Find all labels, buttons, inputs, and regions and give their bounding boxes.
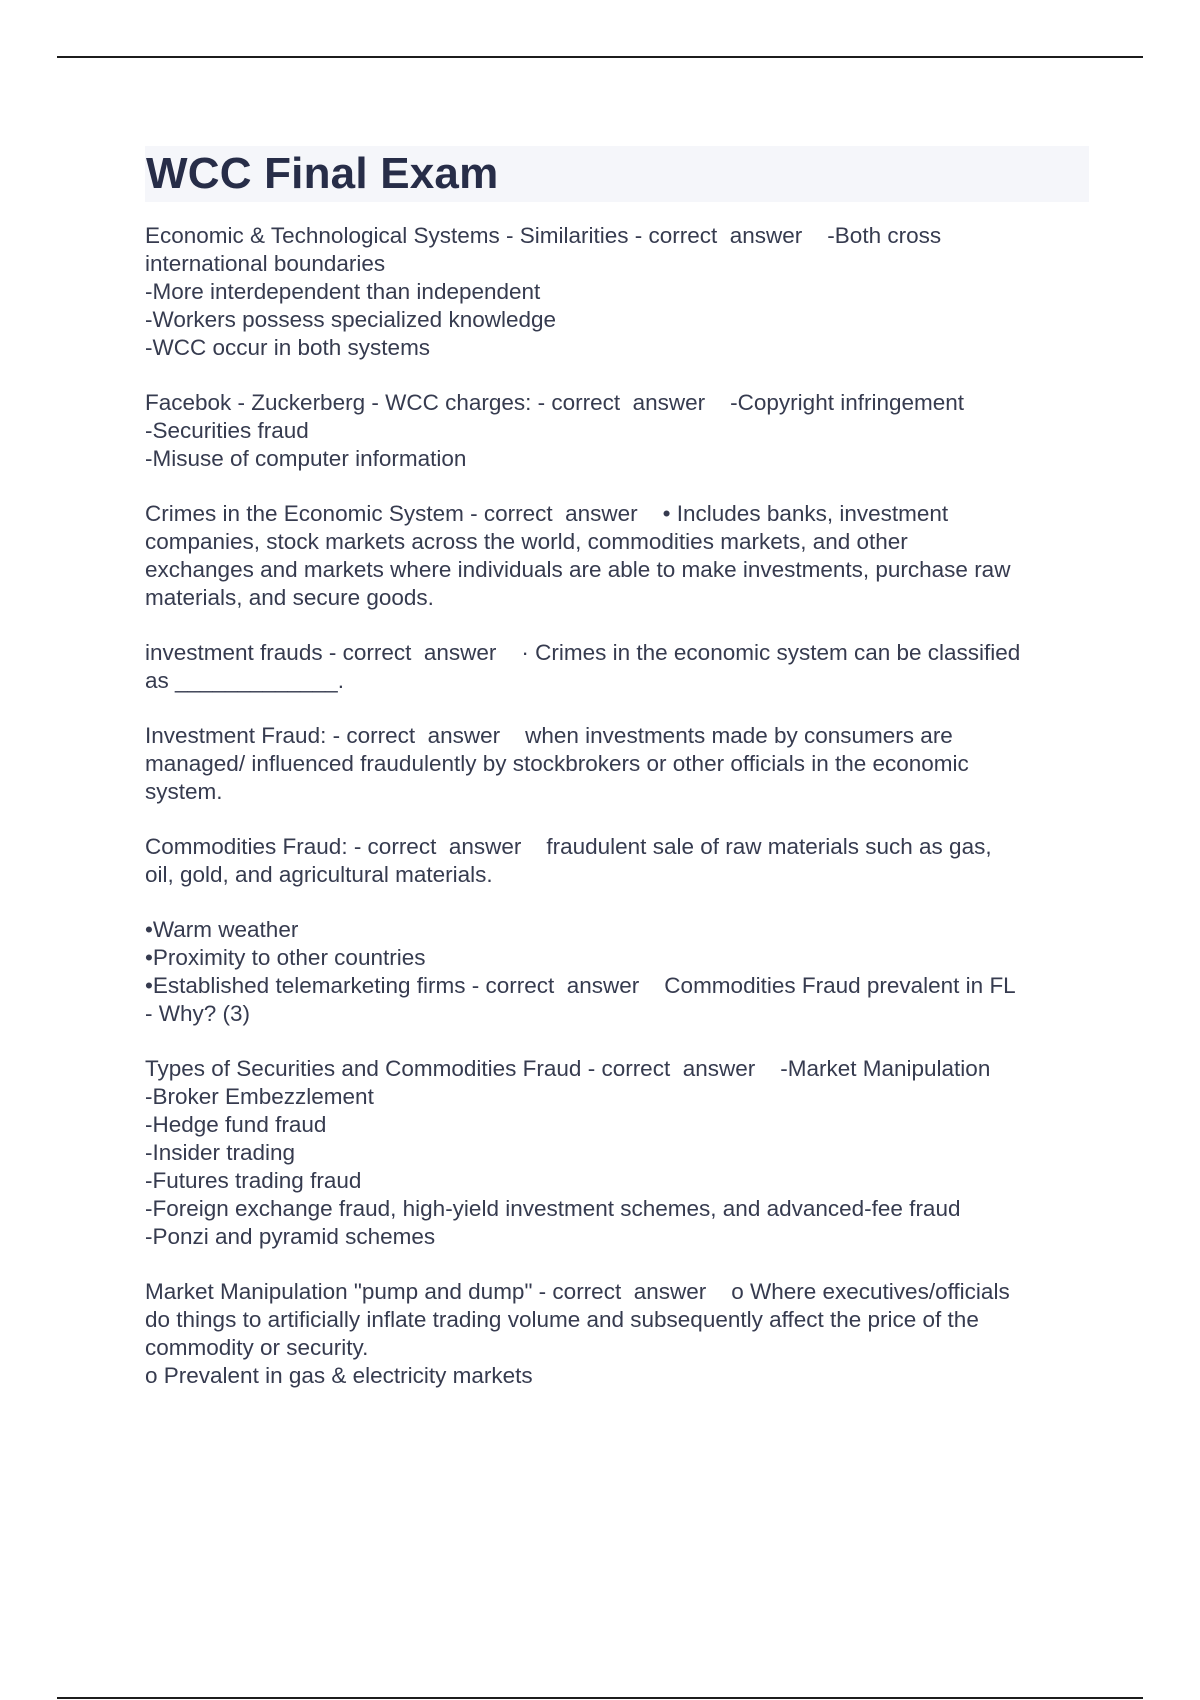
card-line: -Futures trading fraud bbox=[145, 1168, 362, 1193]
bottom-page-rule bbox=[57, 1697, 1143, 1699]
card-line: Facebok - Zuckerberg - WCC charges: - correct answer -Copyright infringement bbox=[145, 390, 965, 415]
flashcard bbox=[145, 722, 1089, 806]
card-line: -More interdependent than independent bbox=[145, 279, 541, 304]
top-page-rule bbox=[57, 56, 1143, 58]
flashcard bbox=[145, 639, 1089, 695]
card-line: investment frauds - correct answer · Crimes in the economic system can be classified bbox=[145, 640, 1021, 665]
card-line: commodity or security. bbox=[145, 1335, 369, 1360]
card-line: -Workers possess specialized knowledge bbox=[145, 307, 557, 332]
card-line: as _____________. bbox=[145, 668, 344, 693]
page-title: WCC Final Exam bbox=[146, 149, 499, 198]
flashcard bbox=[145, 389, 1089, 473]
card-line: Investment Fraud: - correct answer when investments made by consumers are bbox=[145, 723, 953, 748]
flashcard bbox=[145, 222, 1089, 362]
card-line: companies, stock markets across the world, commodities markets, and other bbox=[145, 529, 908, 554]
card-line: -Foreign exchange fraud, high-yield investment schemes, and advanced-fee fraud bbox=[145, 1196, 961, 1221]
card-line: international boundaries bbox=[145, 251, 386, 276]
card-line: -Ponzi and pyramid schemes bbox=[145, 1224, 436, 1249]
card-line: -Securities fraud bbox=[145, 418, 309, 443]
card-line: •Established telemarketing firms - correct answer Commodities Fraud prevalent in FL bbox=[145, 973, 1016, 998]
card-line: o Prevalent in gas & electricity markets bbox=[145, 1363, 533, 1388]
flashcard bbox=[145, 833, 1089, 889]
title-band bbox=[145, 146, 1089, 202]
card-line: Types of Securities and Commodities Fraud - correct answer -Market Manipulation bbox=[145, 1056, 991, 1081]
card-line: -WCC occur in both systems bbox=[145, 335, 431, 360]
card-line: -Hedge fund fraud bbox=[145, 1112, 327, 1137]
card-line: oil, gold, and agricultural materials. bbox=[145, 862, 493, 887]
flashcard bbox=[145, 916, 1089, 1028]
card-line: -Broker Embezzlement bbox=[145, 1084, 374, 1109]
card-line: -Misuse of computer information bbox=[145, 446, 467, 471]
card-line: - Why? (3) bbox=[145, 1001, 251, 1026]
card-line: Commodities Fraud: - correct answer fraudulent sale of raw materials such as gas, bbox=[145, 834, 992, 859]
card-line: Market Manipulation "pump and dump" - correct answer o Where executives/officials bbox=[145, 1279, 1010, 1304]
card-line: Crimes in the Economic System - correct answer • Includes banks, investment bbox=[145, 501, 949, 526]
card-line: exchanges and markets where individuals are able to make investments, purchase raw bbox=[145, 557, 1011, 582]
card-line: materials, and secure goods. bbox=[145, 585, 434, 610]
document-body bbox=[145, 146, 1089, 1417]
card-line: system. bbox=[145, 779, 223, 804]
card-line: -Insider trading bbox=[145, 1140, 296, 1165]
card-line: •Warm weather bbox=[145, 917, 299, 942]
flashcard bbox=[145, 500, 1089, 612]
card-line: •Proximity to other countries bbox=[145, 945, 426, 970]
flashcard bbox=[145, 1278, 1089, 1390]
card-line: Economic & Technological Systems - Similarities - correct answer -Both cross bbox=[145, 223, 942, 248]
flashcard bbox=[145, 1055, 1089, 1251]
card-line: do things to artificially inflate trading volume and subsequently affect the price of the bbox=[145, 1307, 979, 1332]
card-line: managed/ influenced fraudulently by stockbrokers or other officials in the economic bbox=[145, 751, 969, 776]
